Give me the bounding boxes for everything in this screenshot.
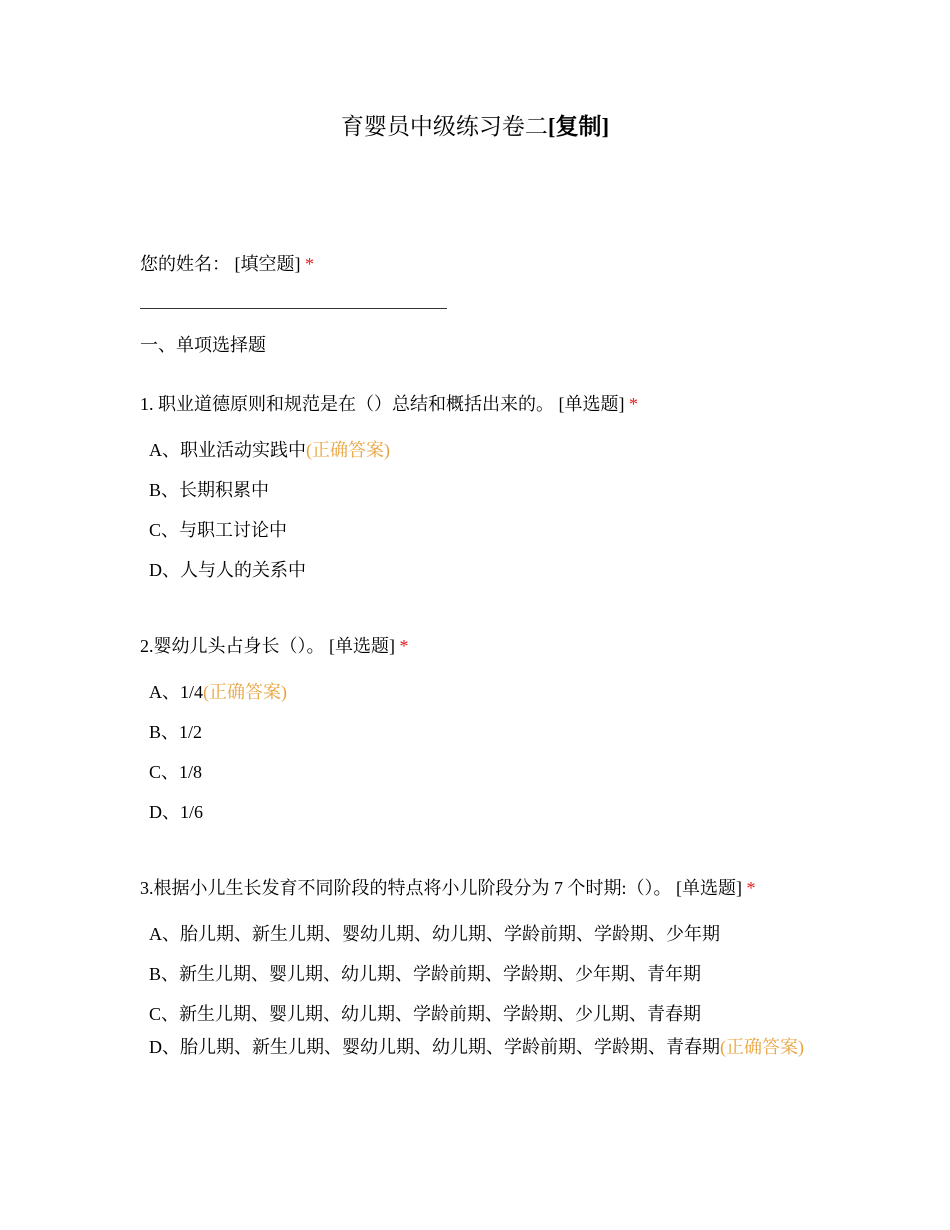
question-1-option-d[interactable] [149,558,306,582]
option-label: D、胎儿期、新生儿期、婴幼儿期、幼儿期、学龄前期、学龄期、青春期 [149,1037,720,1057]
question-3-prompt [140,876,756,900]
option-label: B、新生儿期、婴儿期、幼儿期、学龄前期、学龄期、少年期、青年期 [149,964,702,984]
page-title-main: 育婴员中级练习卷二 [340,114,548,139]
question-2-option-a[interactable] [149,680,287,704]
question-1-option-b[interactable] [149,478,269,502]
name-question [140,252,314,276]
option-label: C、与职工讨论中 [149,520,288,540]
question-1-prompt [140,392,638,416]
name-input-line[interactable] [140,308,447,309]
correct-answer-tag: (正确答案) [720,1037,804,1057]
option-label: B、长期积累中 [149,480,270,500]
question-text: 2.婴幼儿头占身长（）。 [140,636,325,656]
required-mark: * [746,878,756,898]
question-2-option-c[interactable] [149,760,202,784]
option-label: C、1/8 [149,762,203,782]
question-type: [单选题] [558,394,625,414]
page-title [0,112,950,142]
correct-answer-tag: (正确答案) [203,682,287,702]
option-label: D、1/6 [149,802,203,822]
question-1-option-a[interactable] [149,438,390,462]
option-label: A、1/4 [149,682,203,702]
required-mark: * [399,636,409,656]
required-mark: * [629,394,638,414]
option-label: A、职业活动实践中 [149,440,306,460]
correct-answer-tag: (正确答案) [306,440,390,460]
question-text: 1. 职业道德原则和规范是在（）总结和概括出来的。 [140,394,554,414]
question-type: [单选题] [329,636,395,656]
name-label: 您的姓名： [140,254,230,274]
question-3-option-d[interactable] [149,1034,809,1060]
page-title-suffix: [复制] [547,114,610,139]
question-2-prompt [140,634,409,658]
required-mark: * [305,254,314,274]
option-label: D、人与人的关系中 [149,560,306,580]
question-1-option-c[interactable] [149,518,287,542]
option-label: C、新生儿期、婴儿期、幼儿期、学龄前期、学龄期、少儿期、青春期 [149,1004,702,1024]
question-type: [单选题] [676,878,742,898]
option-label: A、胎儿期、新生儿期、婴幼儿期、幼儿期、学龄前期、学龄期、少年期 [149,924,720,944]
question-3-option-a[interactable] [149,922,720,946]
option-label: B、1/2 [149,722,203,742]
question-2-option-b[interactable] [149,720,202,744]
question-2-option-d[interactable] [149,800,203,824]
name-type: [填空题] [234,254,301,274]
question-3-option-b[interactable] [149,962,701,986]
section-title: 一、单项选择题 [140,335,266,355]
question-3-option-c[interactable] [149,1002,701,1026]
question-text: 3.根据小儿生长发育不同阶段的特点将小儿阶段分为 7 个时期:（）。 [140,878,672,898]
